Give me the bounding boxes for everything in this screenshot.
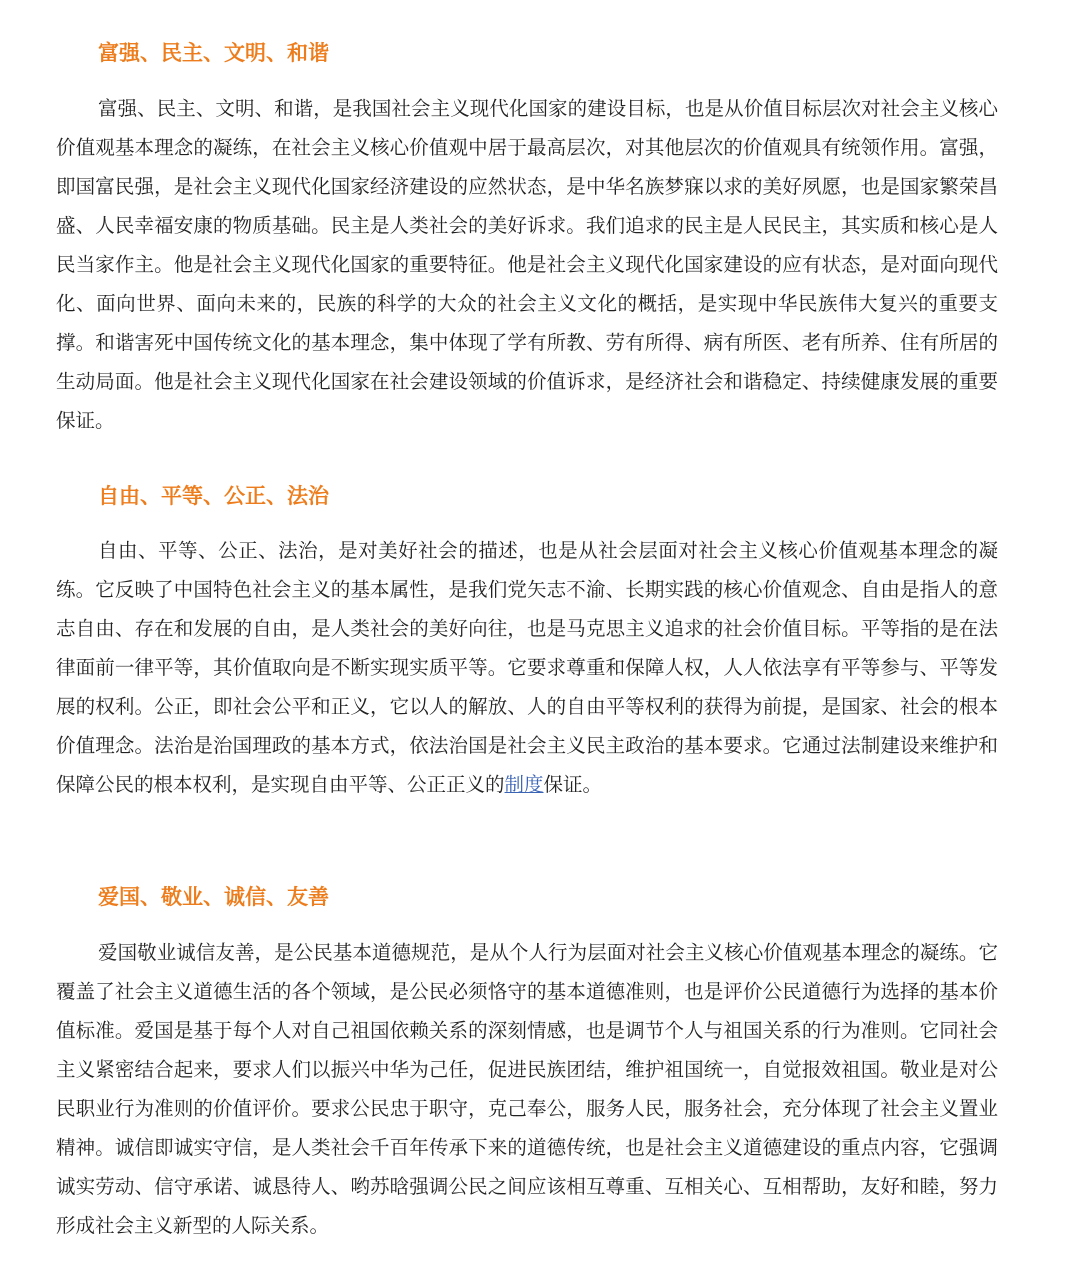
institution-link[interactable]: 制度: [504, 773, 544, 796]
section-heading: 爱国、敬业、诚信、友善: [98, 885, 329, 909]
paragraph-text: 自由、平等、公正、法治，是对美好社会的描述，也是从社会层面对社会主义核心价值观基本理念的凝练。它反映了中国特色社会主义的基本属性，是我们党矢志不渝、长期实践的核心价值观念、自由是指人的意志自由、存在和发展的自由，是人类社会的美好向往，也是马克思主义追求的社会价值目标。平等指的是在法律面前一律平等，其价值取向是不断实现实质平等。它要求尊重和保障人权，人人依法享有平等参与、平等发展的权利。公正，即社会公平和正义，它以人的解放、人的自由平等权利的获得为前提，是国家、社会的根本价值理念。法治是治国理政的基本方式，依法治国是社会主义民主政治的基本要求。它通过法制建设来维护和保障公民的根本权利，是实现自由平等、公正正义的: [56, 539, 998, 796]
section-paragraph: [56, 531, 998, 804]
section-paragraph: 富强、民主、文明、和谐，是我国社会主义现代化国家的建设目标，也是从价值目标层次对社会主义核心价值观基本理念的凝练，在社会主义核心价值观中居于最高层次，对其他层次的价值观具有统领作用。富强，即国富民强，是社会主义现代化国家经济建设的应然状态，是中华名族梦寐以求的美好夙愿，也是国家繁荣昌盛、人民幸福安康的物质基础。民主是人类社会的美好诉求。我们追求的民主是人民民主，其实质和核心是人民当家作主。他是社会主义现代化国家的重要特征。他是社会主义现代化国家建设的应有状态，是对面向现代化、面向世界、面向未来的，民族的科学的大众的社会主义文化的概括，是实现中华民族伟大复兴的重要支撑。和谐害死中国传统文化的基本理念，集中体现了学有所教、劳有所得、病有所医、老有所养、住有所居的生动局面。他是社会主义现代化国家在社会建设领域的价值诉求，是经济社会和谐稳定、持续健康发展的重要保证。: [56, 97, 998, 432]
section-heading: 自由、平等、公正、法治: [98, 484, 329, 508]
paragraph-text-end: 保证。: [543, 773, 603, 796]
section-paragraph: 爱国敬业诚信友善，是公民基本道德规范，是从个人行为层面对社会主义核心价值观基本理念的凝练。它覆盖了社会主义道德生活的各个领域，是公民必须恪守的基本道德准则，也是评价公民道德行为选择的基本价值标准。爱国是基于每个人对自己祖国依赖关系的深刻情感，也是调节个人与祖国关系的行为准则。它同社会主义紧密结合起来，要求人们以振兴中华为己任，促进民族团结，维护祖国统一，自觉报效祖国。敬业是对公民职业行为准则的价值评价。要求公民忠于职守，克己奉公，服务人民，服务社会，充分体现了社会主义置业精神。诚信即诚实守信，是人类社会千百年传承下来的道德传统，也是社会主义道德建设的重点内容，它强调诚实劳动、信守承诺、诚恳待人、哟苏晗强调公民之间应该相互尊重、互相关心、互相帮助，友好和睦，努力形成社会主义新型的人际关系。: [56, 941, 998, 1237]
section-heading: 富强、民主、文明、和谐: [98, 41, 329, 65]
